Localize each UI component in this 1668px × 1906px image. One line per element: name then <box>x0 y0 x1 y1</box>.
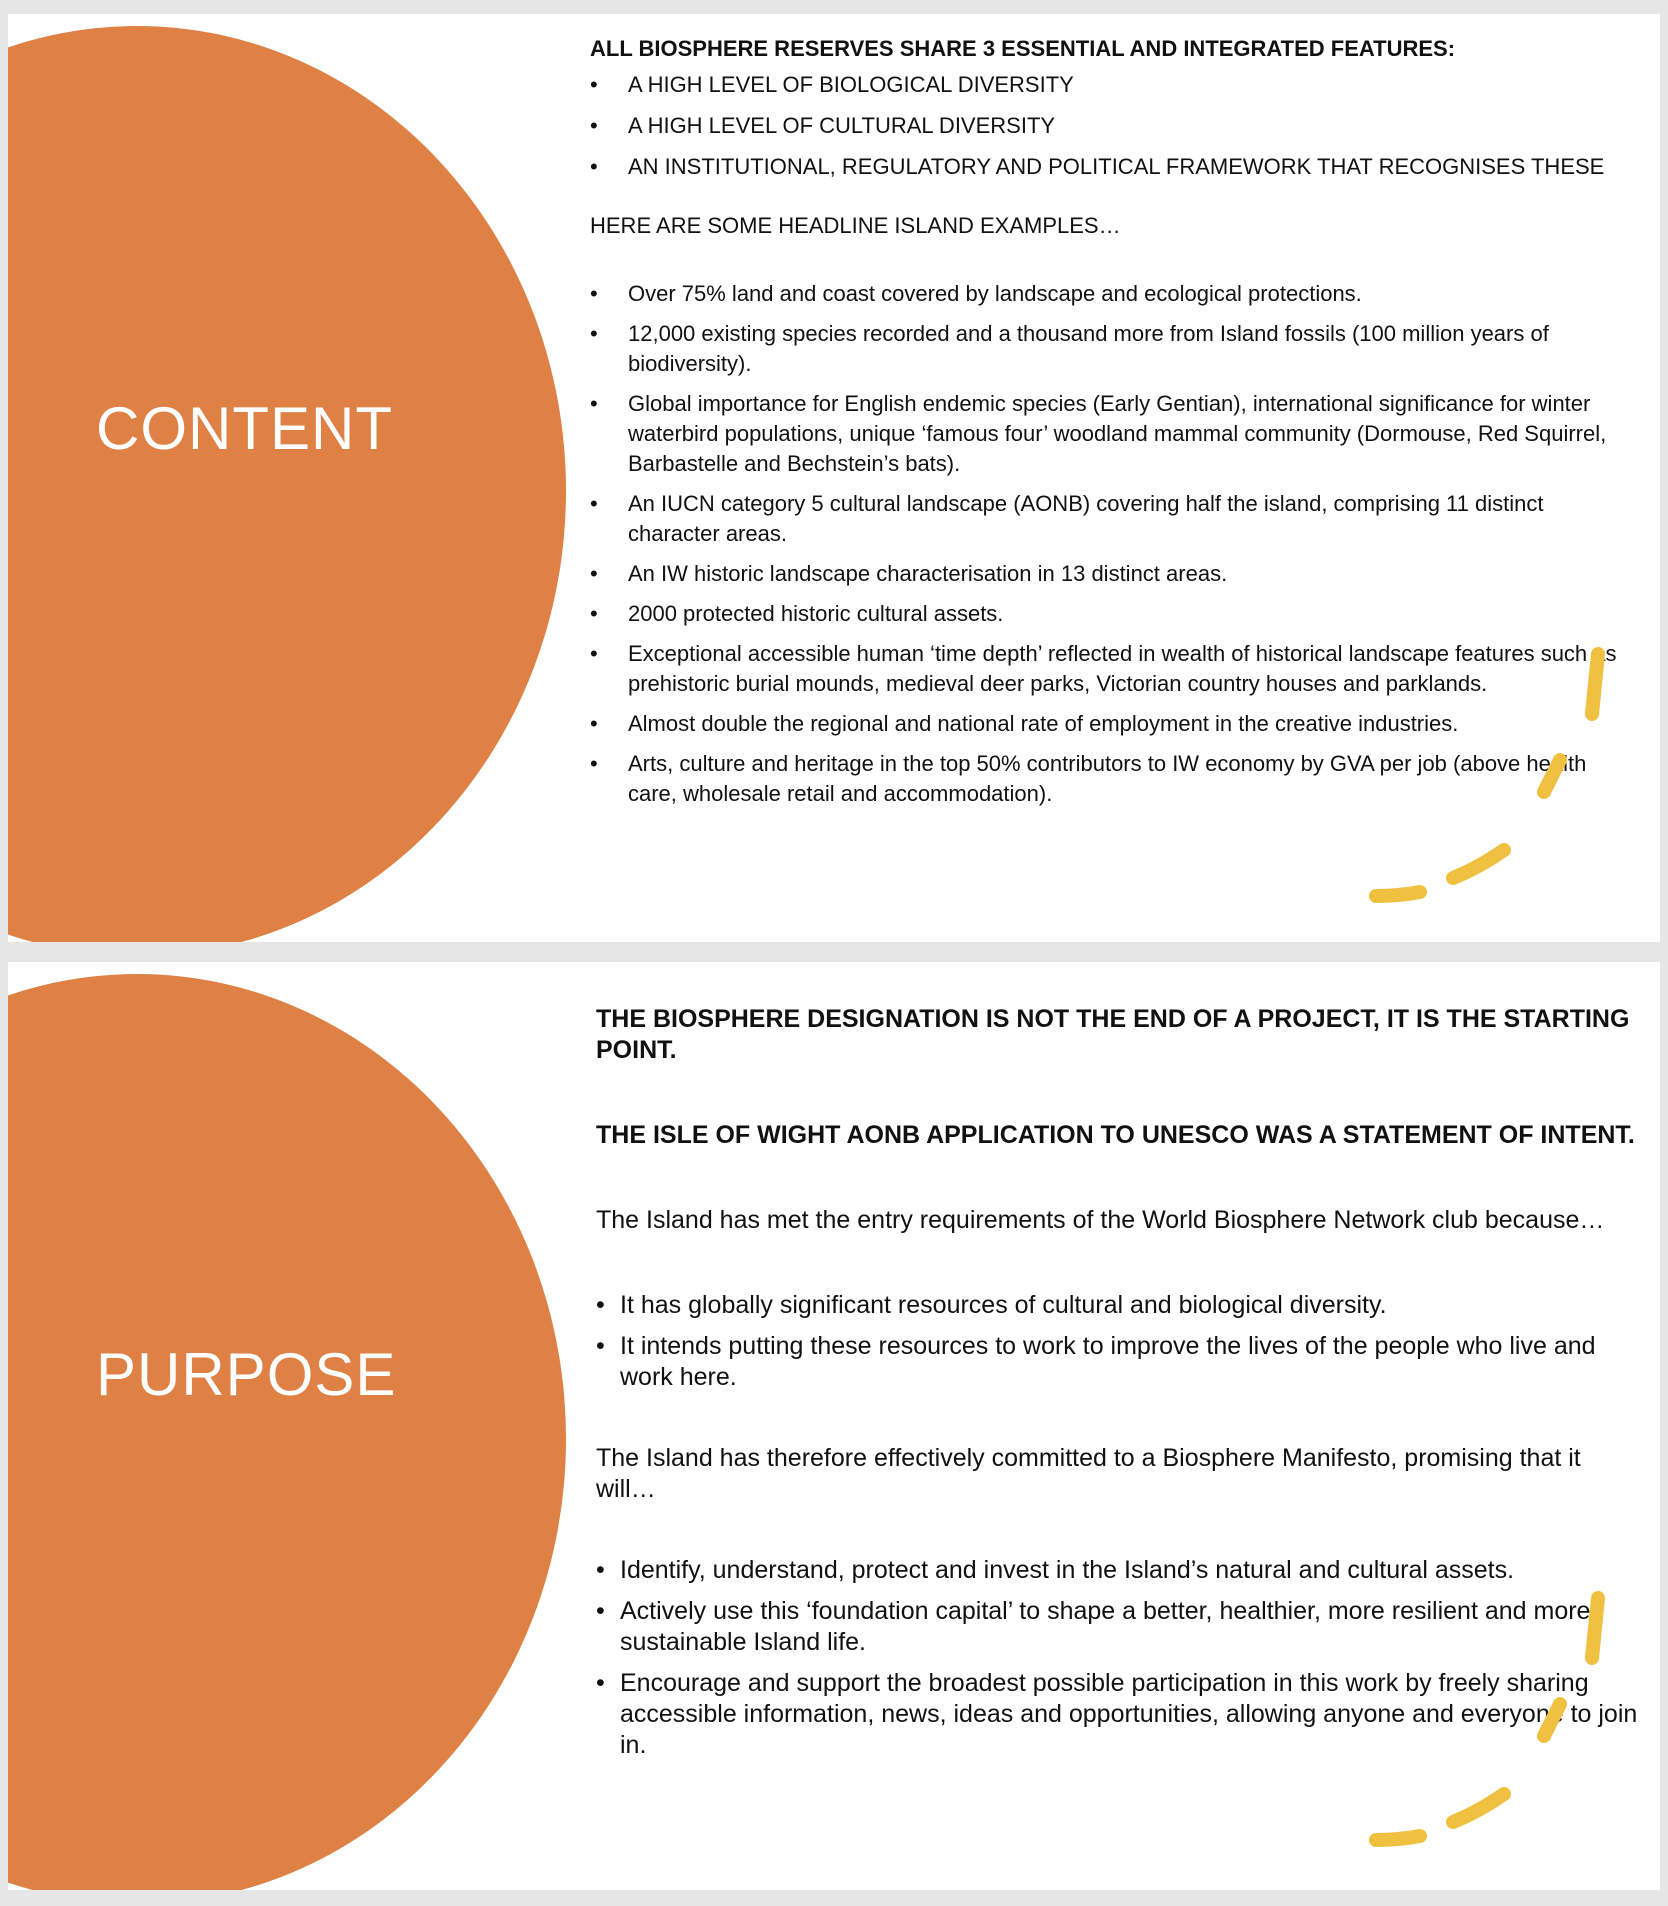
list-item <box>596 1668 1646 1761</box>
slide-title: CONTENT <box>96 395 393 462</box>
examples-intro: HERE ARE SOME HEADLINE ISLAND EXAMPLES… <box>590 213 1121 238</box>
list-item <box>590 599 1640 629</box>
list-item-text: Actively use this ‘foundation capital’ to shape a better, healthier, more resilient and more sustainable Island life. <box>620 1597 1591 1656</box>
bullet-icon: • <box>596 1669 605 1697</box>
list-item <box>596 1596 1646 1658</box>
list-item <box>590 70 1640 100</box>
list-item-text: Almost double the regional and national rate of employment in the creative industries. <box>628 711 1459 736</box>
list-item-text: Identify, understand, protect and invest in the Island’s natural and cultural assets. <box>620 1556 1515 1584</box>
list-item <box>590 389 1640 479</box>
bullet-icon: • <box>590 154 598 179</box>
features-list <box>590 70 1640 182</box>
bullet-icon: • <box>590 321 598 346</box>
highlighter-stroke <box>1453 1794 1504 1822</box>
list-item-text: 2000 protected historic cultural assets. <box>628 601 1004 626</box>
bullet-icon: • <box>596 1556 605 1584</box>
bullet-icon: • <box>590 491 598 516</box>
features-heading: ALL BIOSPHERE RESERVES SHARE 3 ESSENTIAL AND INTEGRATED FEATURES: <box>590 36 1456 61</box>
slide-body <box>596 1004 1646 1771</box>
bullet-icon: • <box>590 751 598 776</box>
list-item-text: A HIGH LEVEL OF CULTURAL DIVERSITY <box>628 113 1056 138</box>
bullet-icon: • <box>590 561 598 586</box>
list-item <box>596 1290 1646 1321</box>
manifesto-paragraph: The Island has therefore effectively committed to a Biosphere Manifesto, promising that it will… <box>596 1444 1581 1503</box>
highlighter-stroke <box>1453 850 1504 878</box>
list-item <box>590 279 1640 309</box>
list-item <box>590 319 1640 379</box>
list-item-text: An IUCN category 5 cultural landscape (AONB) covering half the island, comprising 11 distinct character areas. <box>628 491 1544 546</box>
list-item <box>596 1331 1646 1393</box>
purpose-heading-1: THE BIOSPHERE DESIGNATION IS NOT THE END OF A PROJECT, IT IS THE STARTING POINT. <box>596 1005 1630 1064</box>
bullet-icon: • <box>596 1291 605 1319</box>
manifesto-list <box>596 1555 1646 1761</box>
examples-list <box>590 279 1640 809</box>
bullet-icon: • <box>590 281 598 306</box>
list-item-text: A HIGH LEVEL OF BIOLOGICAL DIVERSITY <box>628 72 1074 97</box>
bullet-icon: • <box>590 711 598 736</box>
list-item <box>590 111 1640 141</box>
list-item-text: Exceptional accessible human ‘time depth’ reflected in wealth of historical landscape features such as prehistoric burial mounds, medieval deer parks, Victorian country houses and parklands. <box>628 641 1617 696</box>
list-item <box>590 709 1640 739</box>
list-item <box>590 639 1640 699</box>
bullet-icon: • <box>590 113 598 138</box>
slide-purpose <box>8 962 1660 1890</box>
list-item <box>596 1555 1646 1586</box>
list-item-text: Arts, culture and heritage in the top 50% contributors to IW economy by GVA per job (above health care, wholesale retail and accommodation). <box>628 751 1587 806</box>
list-item-text: 12,000 existing species recorded and a thousand more from Island fossils (100 million years of biodiversity). <box>628 321 1549 376</box>
bullet-icon: • <box>596 1332 605 1360</box>
purpose-heading-2: THE ISLE OF WIGHT AONB APPLICATION TO UNESCO WAS A STATEMENT OF INTENT. <box>596 1121 1635 1149</box>
bullet-icon: • <box>590 391 598 416</box>
highlighter-stroke <box>1376 1836 1420 1840</box>
list-item <box>590 749 1640 809</box>
list-item-text: AN INSTITUTIONAL, REGULATORY AND POLITICAL FRAMEWORK THAT RECOGNISES THESE <box>628 154 1605 179</box>
entry-requirements-paragraph: The Island has met the entry requirements of the World Biosphere Network club because… <box>596 1206 1605 1234</box>
bullet-icon: • <box>590 72 598 97</box>
slide-title: PURPOSE <box>96 1341 397 1408</box>
list-item <box>590 152 1640 182</box>
bullet-icon: • <box>596 1597 605 1625</box>
orange-circle <box>8 974 566 1890</box>
list-item-text: Over 75% land and coast covered by landscape and ecological protections. <box>628 281 1362 306</box>
list-item <box>590 489 1640 549</box>
list-item-text: It intends putting these resources to work to improve the lives of the people who live and work here. <box>620 1332 1596 1391</box>
orange-circle <box>8 26 566 942</box>
reasons-list <box>596 1290 1646 1393</box>
highlighter-stroke <box>1376 892 1420 896</box>
bullet-icon: • <box>590 601 598 626</box>
bullet-icon: • <box>590 641 598 666</box>
list-item-text: Encourage and support the broadest possible participation in this work by freely sharing accessible information, news, ideas and opportunities, allowing anyone and everyone to join in. <box>620 1669 1638 1759</box>
list-item <box>590 559 1640 589</box>
slide-content <box>8 14 1660 942</box>
list-item-text: An IW historic landscape characterisation in 13 distinct areas. <box>628 561 1228 586</box>
list-item-text: It has globally significant resources of cultural and biological diversity. <box>620 1291 1387 1319</box>
slide-body <box>590 34 1640 819</box>
list-item-text: Global importance for English endemic species (Early Gentian), international significance for winter waterbird populations, unique ‘famous four’ woodland mammal community (Dormouse, Red Squirrel, Barbastelle and Bechstein’s bats). <box>628 391 1607 476</box>
